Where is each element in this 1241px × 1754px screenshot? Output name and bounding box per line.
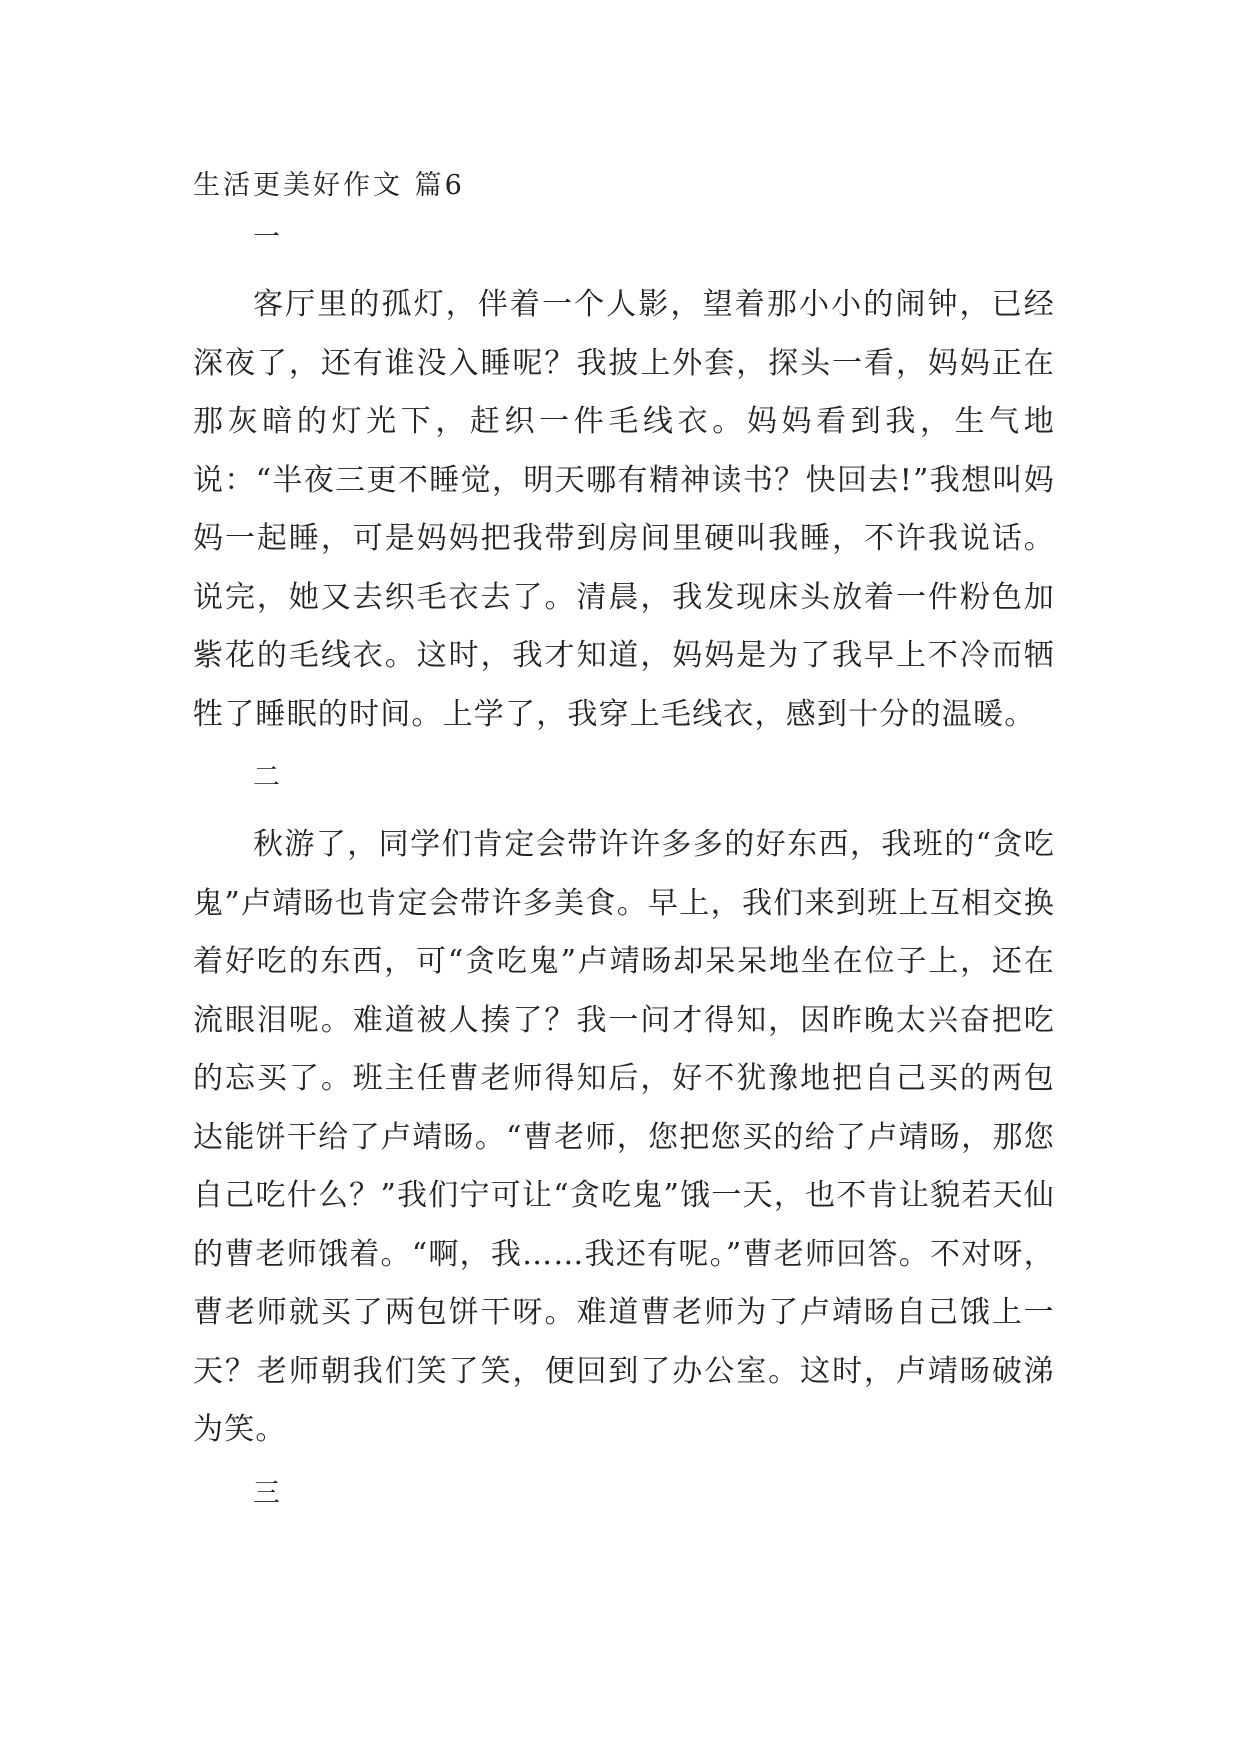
section-marker: 一 [253,222,280,253]
section-three [193,1474,1055,1514]
section-two [193,758,1055,1460]
article-body [193,218,1055,1532]
section-paragraph: 秋游了，同学们肯定会带许许多多的好东西，我班的“贪吃鬼”卢靖旸也肯定会带许多美食。早上，我们来到班上互相交换着好吃的东西，可“贪吃鬼”卢靖旸却呆呆地坐在位子上，还在流眼泪呢。难道被人揍了？我一问才得知，因昨晚太兴奋把吃的忘买了。班主任曹老师得知后，好不犹豫地把自己买的两包达能饼干给了卢靖旸。“曹老师，您把您买的给了卢靖旸，那您自己吃什么？”我们宁可让“贪吃鬼”饿一天，也不肯让貌若天仙的曹老师饿着。“啊，我……我还有呢。”曹老师回答。不对呀，曹老师就买了两包饼干呀。难道曹老师为了卢靖旸自己饿上一天？老师朝我们笑了笑，便回到了办公室。这时，卢靖旸破涕为笑。 [193,827,1055,1447]
section-marker: 二 [253,762,280,793]
section-marker: 三 [253,1477,280,1509]
section-paragraph: 客厅里的孤灯，伴着一个人影，望着那小小的闹钟，已经深夜了，还有谁没入睡呢？我披上外套，探头一看，妈妈正在那灰暗的灯光下，赶织一件毛线衣。妈妈看到我，生气地说：“半夜三更不睡觉，明天哪有精神读书？快回去!”我想叫妈妈一起睡，可是妈妈把我带到房间里硬叫我睡，不许我说话。说完，她又去织毛衣去了。清晨，我发现床头放着一件粉色加紫花的毛线衣。这时，我才知道，妈妈是为了我早上不冷而牺牲了睡眠的时间。上学了，我穿上毛线衣，感到十分的温暖。 [193,287,1055,732]
section-one [193,218,1055,744]
document-title: 生活更美好作文 篇6 [193,170,465,201]
